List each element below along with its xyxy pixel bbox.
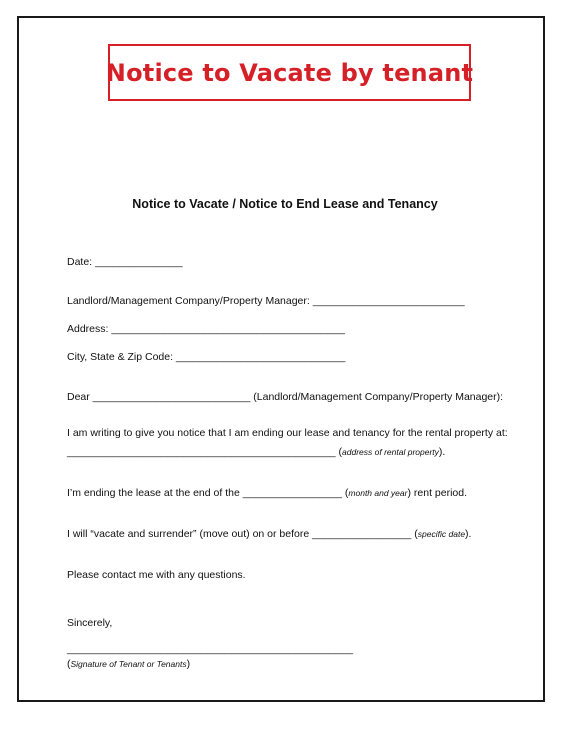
- lease-end-end: ) rent period.: [407, 487, 468, 499]
- lease-end-line: [67, 486, 467, 500]
- vacate-end: ).: [465, 528, 472, 540]
- vacate-text: I will “vacate and surrender” (move out) on or before _________________ (: [67, 528, 418, 540]
- landlord-line: Landlord/Management Company/Property Manager: __________________________: [67, 295, 465, 307]
- address-line: Address: ________________________________________: [67, 323, 345, 335]
- lease-end-text: I’m ending the lease at the end of the _________________ (: [67, 487, 349, 499]
- city-state-zip-line: City, State & Zip Code: _____________________________: [67, 351, 346, 363]
- signature-close: ): [186, 658, 191, 670]
- signature-open: (: [67, 658, 71, 670]
- banner-title: Notice to Vacate by tenant: [105, 58, 474, 87]
- contact-line: Please contact me with any questions.: [67, 569, 246, 581]
- lease-end-note: month and year: [348, 488, 408, 498]
- signature-blank: _________________________________________________: [67, 643, 354, 655]
- date-line: Date: _______________: [67, 256, 183, 268]
- signature-note: Signature of Tenant or Tenants: [70, 659, 187, 669]
- vacate-line: [67, 527, 471, 541]
- rental-address-end: ).: [438, 446, 446, 458]
- body-intro: I am writing to give you notice that I am ending our lease and tenancy for the rental property at:: [67, 427, 508, 439]
- salutation-line: Dear ___________________________ (Landlord/Management Company/Property Manager):: [67, 391, 504, 403]
- signature-caption: [67, 657, 190, 671]
- rental-address-line: [67, 445, 445, 459]
- rental-address-note: address of rental property: [342, 447, 439, 457]
- document-title: Notice to Vacate / Notice to End Lease and Tenancy: [132, 197, 438, 211]
- closing-line: Sincerely,: [67, 617, 113, 629]
- rental-address-blank: ______________________________________________ (: [67, 446, 343, 458]
- vacate-note: specific date: [417, 529, 466, 539]
- title-banner: [105, 44, 474, 101]
